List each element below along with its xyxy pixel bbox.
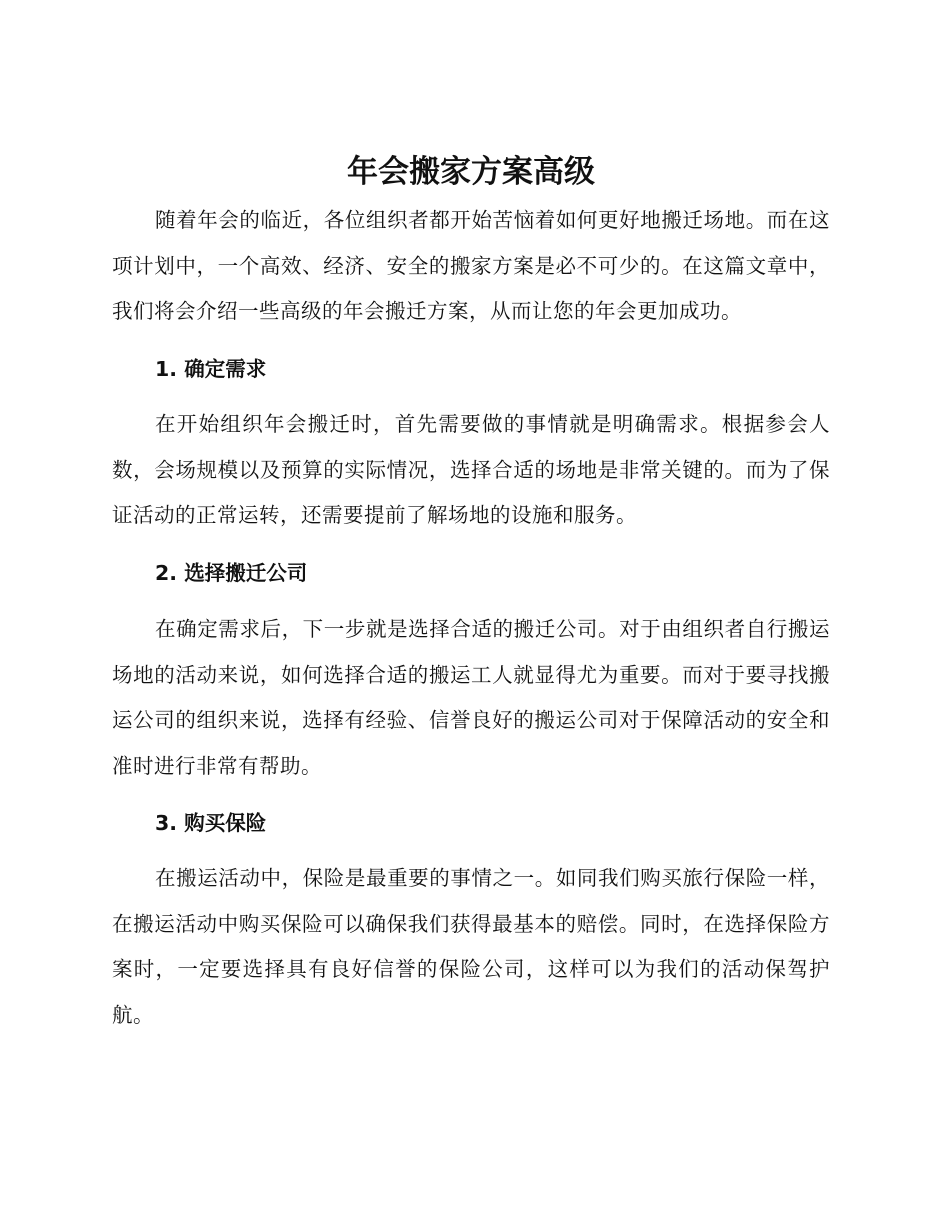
document-title: 年会搬家方案高级	[347, 154, 595, 190]
section-body-3: 在搬运活动中，保险是最重要的事情之一。如同我们购买旅行保险一样，在搬运活动中购买保险可以确保我们获得最基本的赔偿。同时，在选择保险方案时，一定要选择具有良好信誉的保险公司，这样可以为我们的活动保驾护航。	[112, 866, 830, 1027]
intro-paragraph: 随着年会的临近，各位组织者都开始苦恼着如何更好地搬迁场地。而在这项计划中，一个高效、经济、安全的搬家方案是必不可少的。在这篇文章中，我们将会介绍一些高级的年会搬迁方案，从而让您的年会更加成功。	[112, 208, 830, 323]
section-heading-1: 1. 确定需求	[155, 357, 267, 381]
section-body-2: 在确定需求后，下一步就是选择合适的搬迁公司。对于由组织者自行搬运场地的活动来说，如何选择合适的搬运工人就显得尤为重要。而对于要寻找搬运公司的组织来说，选择有经验、信誉良好的搬运公司对于保障活动的安全和准时进行非常有帮助。	[112, 617, 830, 778]
section-heading-2: 2. 选择搬迁公司	[155, 561, 308, 585]
section-heading-3: 3. 购买保险	[155, 811, 267, 835]
section-body-1: 在开始组织年会搬迁时，首先需要做的事情就是明确需求。根据参会人数，会场规模以及预算的实际情况，选择合适的场地是非常关键的。而为了保证活动的正常运转，还需要提前了解场地的设施和服务。	[112, 412, 830, 527]
